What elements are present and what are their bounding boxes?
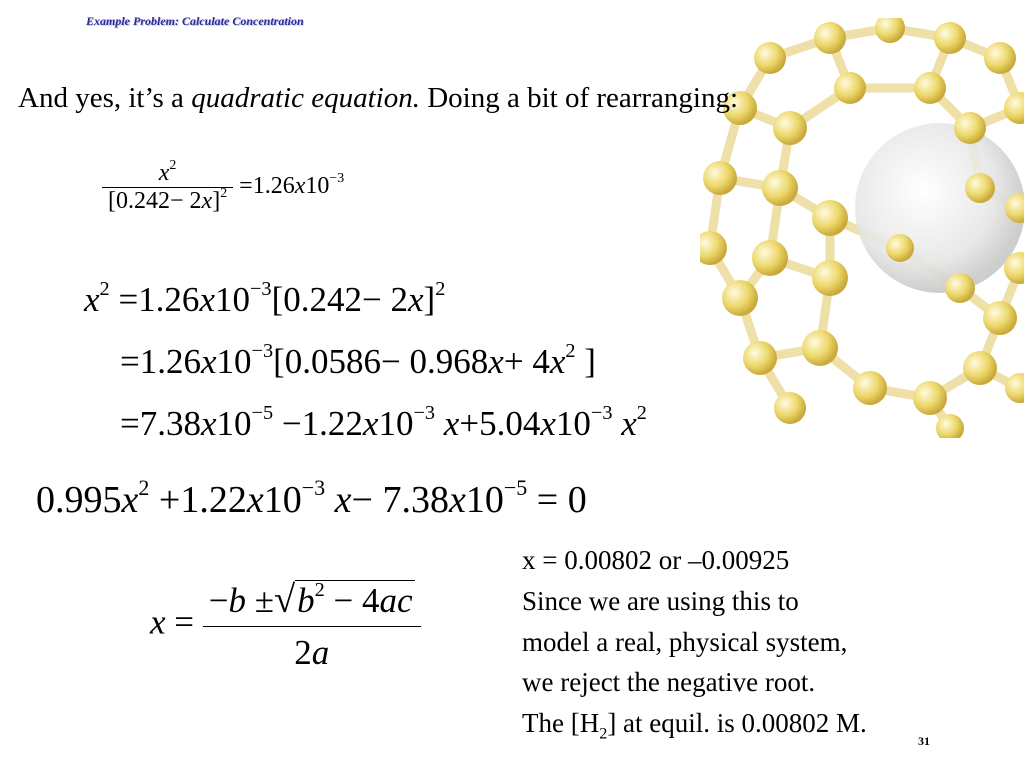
equation-expanded-3: $=7.38x10^{-5} -1.22x10^{-3}$ $x+5.04x10^{-3}$ $x^2$ <box>120 402 647 443</box>
equation-expanded-1: $x^2 =1.26x10^{-3}[0.242- 2x]^2$ <box>84 278 446 319</box>
explanation-line-2: Since we are using this to <box>522 585 799 616</box>
equation-quadratic: $0.995x^2 +1.22x10^{-3}$ $x- 7.38x10^{-5} = 0$ <box>36 475 587 521</box>
intro-prefix: And yes, it’s a <box>18 82 192 114</box>
explanation-line-5: The $[H_2]$ at equil. is 0.00802 M. <box>522 708 867 743</box>
formula-numerator: $-b \pm√b^2 - 4ac$ <box>208 579 413 621</box>
explanation-line-4: we reject the negative root. <box>522 667 816 698</box>
buckyball-molecule-image <box>700 18 1024 438</box>
formula-fraction <box>203 578 421 673</box>
fraction-rhs: $=1.26x10^{-3}$ <box>239 170 345 200</box>
quadratic-formula: x = $\frac{-b \pm√b^2 - 4ac}{2a}$ <box>150 578 421 673</box>
formula-denominator: 2a <box>203 626 421 673</box>
explanation-line-1: x = 0.00802 or –0.00925 <box>522 545 790 575</box>
square-root: $√b^2 - 4ac$ <box>274 579 413 621</box>
intro-text <box>18 82 738 115</box>
fraction-numerator: $x^2$ <box>158 157 177 186</box>
intro-emphasis: quadratic equation. <box>191 82 420 114</box>
fraction-denominator: $[0.242- 2x]^2$ <box>102 187 233 215</box>
page-number: 31 <box>918 734 930 748</box>
slide-header: Example Problem: Calculate Concentration <box>86 14 304 28</box>
explanation-text <box>522 540 867 744</box>
equation-expanded-2: $=1.26x10^{-3}[0.0586- 0.968x+ 4x^2$ ] <box>120 340 596 381</box>
explanation-line-3: model a real, physical system, <box>522 626 848 657</box>
fraction <box>102 157 233 215</box>
equation-fraction <box>102 157 345 215</box>
intro-suffix: Doing a bit of rearranging: <box>419 82 739 114</box>
